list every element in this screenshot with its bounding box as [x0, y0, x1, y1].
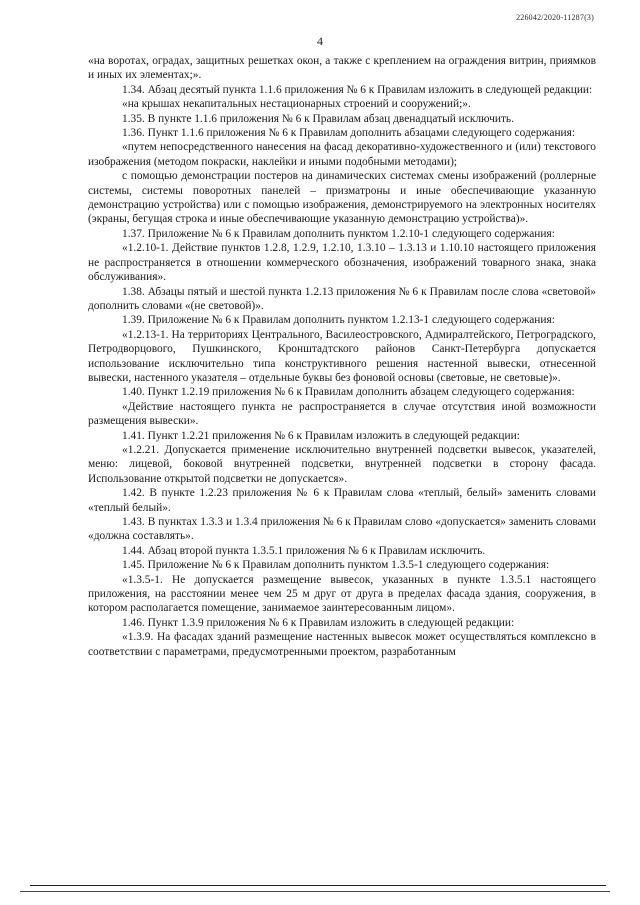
footer-divider [20, 891, 610, 892]
paragraph: 1.43. В пунктах 1.3.3 и 1.3.4 приложения № 6 к Правилам слово «допускается» заменить словами «должна составлять». [88, 516, 596, 543]
paragraph: 1.36. Пункт 1.1.6 приложения № 6 к Правилам дополнить абзацами следующего содержания: [122, 127, 576, 140]
paragraph: 1.37. Приложение № 6 к Правилам дополнить пунктом 1.2.10-1 следующего содержания: [122, 227, 555, 240]
document-id: 226042/2020-11287(3) [516, 13, 594, 22]
paragraph: 1.45. Приложение № 6 к Правилам дополнить пунктом 1.3.5-1 следующего содержания: [122, 559, 550, 572]
paragraph: «1.2.21. Допускается применение исключительно внутренней подсветки вывесок, указателей, меню: лицевой, боковой внутренней подсветки, внутренней подсветки в сторону фасада. Использование открытой подсветки не допускается». [88, 443, 596, 485]
paragraph: 1.44. Абзац второй пункта 1.3.5.1 приложения № 6 к Правилам исключить. [122, 544, 486, 557]
paragraph: 1.35. В пункте 1.1.6 приложения № 6 к Правилам абзац двенадцатый исключить. [122, 112, 514, 125]
paragraph: 1.41. Пункт 1.2.21 приложения № 6 к Правилам изложить в следующей редакции: [122, 429, 520, 442]
page-number: 4 [317, 34, 323, 48]
paragraph: 1.46. Пункт 1.3.9 приложения № 6 к Правилам изложить в следующей редакции: [122, 616, 515, 629]
paragraph: «Действие настоящего пункта не распространяется в случае отсутствия иной возможности размещения вывески». [88, 400, 596, 428]
paragraph: «1.2.13-1. На территориях Центрального, Василеостровского, Адмиралтейского, Петроградского, Петродворцового, Пушкинского, Кронштадтского районов Санкт-Петербурга допускается использование исключительно типа конструктивного решения настенной вывески, отнесенной вывески, настенного указателя – отдельные буквы без фоновой основы (световые, не световые)». [88, 328, 596, 384]
paragraph: 1.34. Абзац десятый пункта 1.1.6 приложения № 6 к Правилам изложить в следующей редакции: [122, 83, 593, 96]
document-body [88, 54, 596, 659]
paragraph: 1.38. Абзацы пятый и шестой пункта 1.2.13 приложения № 6 к Правилам после слова «световой» дополнить словами «(не световой)». [88, 285, 596, 312]
paragraph: 1.42. В пункте 1.2.23 приложения № 6 к Правилам слова «теплый, белый» заменить словами «теплый белый». [88, 487, 596, 514]
paragraph: «1.2.10-1. Действие пунктов 1.2.8, 1.2.9, 1.2.10, 1.3.10 – 1.3.13 и 1.10.10 настоящего приложения не распространяется в отношении коммерческого обозначения, изображений товарного знака, знака обслуживания». [88, 242, 596, 284]
paragraph: «на крышах некапитальных нестационарных строений и сооружений;». [122, 98, 471, 111]
paragraph: «1.3.9. На фасадах зданий размещение настенных вывесок может осуществляться комплексно в соответствии с параметрами, предусмотренными проектом, разработанным [88, 631, 596, 658]
paragraph: «1.3.5-1. Не допускается размещение вывесок, указанных в пункте 1.3.5.1 настоящего приложения, на расстоянии менее чем 25 м друг от друга в пределах фасада здания, сооружения, в котором располагается помещение, занимаемое заинтересованным лицом». [88, 573, 596, 615]
footer-divider [30, 885, 606, 886]
paragraph: 1.40. Пункт 1.2.19 приложения № 6 к Правилам дополнить абзацем следующего содержания: [122, 386, 575, 399]
paragraph: «на воротах, оградах, защитных решетках окон, а также с креплением на ограждения витрин, приямков и иных их элементах;». [88, 55, 596, 82]
paragraph: с помощью демонстрации постеров на динамических системах смены изображений (роллерные системы, системы поворотных панелей – призматроны и иные обеспечивающие указанную демонстрацию устройства) или с помощью изображения, демонстрируемого на электронных носителях (экраны, бегущая строка и иные обеспечивающие указанную демонстрацию устройства)». [88, 170, 596, 226]
paragraph: 1.39. Приложение № 6 к Правилам дополнить пунктом 1.2.13-1 следующего содержания: [122, 314, 555, 327]
paragraph: «путем непосредственного нанесения на фасад декоративно-художественного и (или) текстового изображения (методом покраски, наклейки и иными подобными методами); [88, 141, 596, 168]
